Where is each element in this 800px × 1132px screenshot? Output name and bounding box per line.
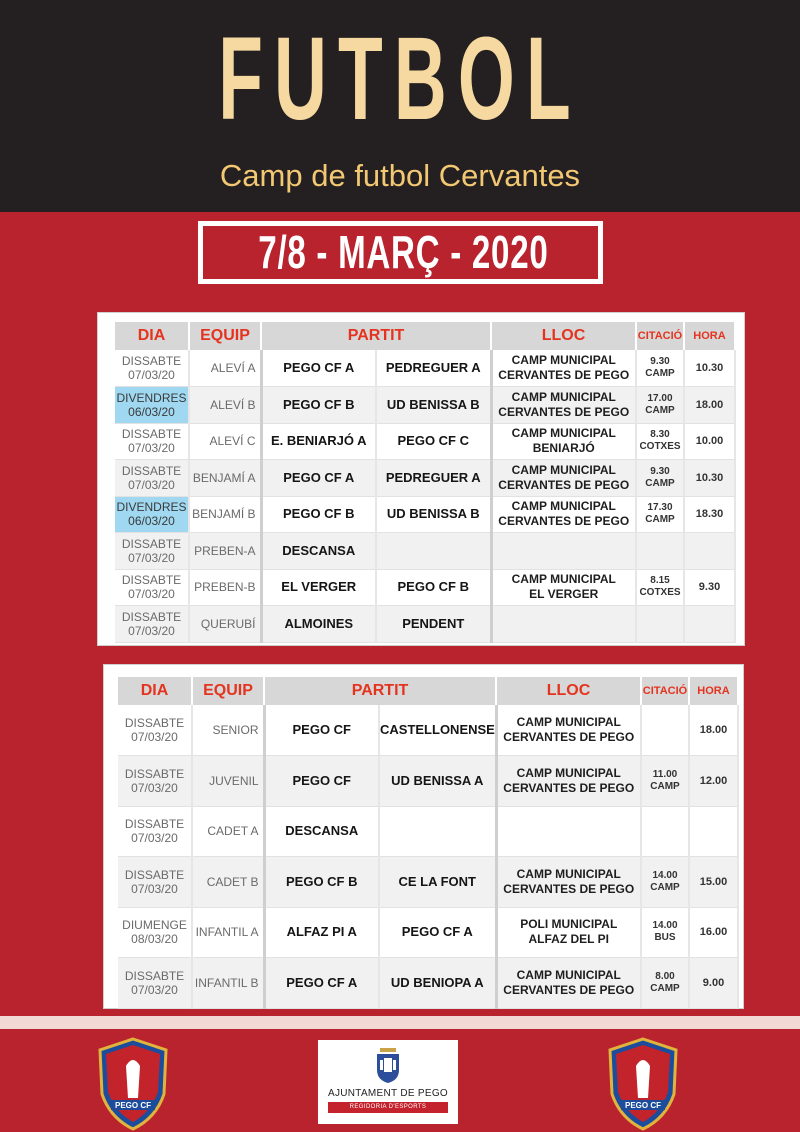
cell-equip: ALEVÍ C: [189, 423, 261, 460]
lloc-line-2: BENIARJÓ: [532, 441, 595, 456]
date-box: [198, 221, 603, 284]
cell-local-team: PEGO CF B: [261, 496, 376, 533]
lloc-line-2: EL VERGER: [529, 587, 599, 602]
cell-citacio: [636, 496, 684, 533]
cell-equip: INFANTIL A: [192, 907, 264, 958]
cell-visitor-team: PENDENT: [376, 606, 491, 643]
dia-date: 07/03/20: [131, 982, 178, 997]
cell-dia: [118, 806, 192, 857]
schedule-table-2: [118, 677, 739, 1009]
dia-date: 07/03/20: [131, 831, 178, 846]
cell-citacio: [636, 569, 684, 606]
cell-citacio: [636, 387, 684, 424]
cell-citacio: [641, 756, 689, 807]
table-row: [118, 806, 738, 857]
citacio-place: CAMP: [645, 404, 675, 416]
cell-visitor-team: [379, 806, 496, 857]
cell-lloc: [496, 958, 641, 1009]
cell-hora: 9.30: [684, 569, 735, 606]
cell-equip: BENJAMÍ B: [189, 496, 261, 533]
cell-hora: 10.30: [684, 350, 735, 387]
citacio-time: 9.30: [650, 465, 670, 477]
cell-lloc: [496, 806, 641, 857]
cell-lloc: [491, 496, 636, 533]
table-row: [115, 387, 735, 424]
lloc-line-2: CERVANTES DE PEGO: [498, 514, 630, 529]
date-label: 7/8 - MARÇ - 2020: [258, 226, 549, 278]
dia-weekday: DISSABTE: [124, 716, 185, 730]
schedule-table-1: [115, 322, 736, 643]
cell-visitor-team: [376, 533, 491, 570]
lloc-line-1: CAMP MUNICIPAL: [511, 353, 616, 367]
cell-equip: CADET B: [192, 857, 264, 908]
cell-hora: 15.00: [689, 857, 738, 908]
cell-dia: [118, 958, 192, 1009]
cell-local-team: PEGO CF: [264, 705, 379, 756]
dia-weekday: DISSABTE: [121, 536, 182, 551]
lloc-line-2: CERVANTES DE PEGO: [498, 368, 630, 382]
dia-date: 07/03/20: [128, 368, 175, 382]
crest-text-left: PEGO CF: [114, 1101, 152, 1110]
cell-visitor-team: UD BENIOPA A: [379, 958, 496, 1009]
cell-dia: [118, 756, 192, 807]
dia-weekday: DIVENDRES: [116, 390, 187, 405]
cell-lloc: [496, 756, 641, 807]
cell-dia: [118, 857, 192, 908]
lloc-line-1: CAMP MUNICIPAL: [516, 866, 621, 881]
lloc-line-2: CERVANTES DE PEGO: [498, 404, 630, 419]
citacio-time: 8.00: [655, 970, 675, 982]
dia-weekday: DISSABTE: [121, 463, 182, 478]
table-row: [115, 606, 735, 643]
col-hora: HORA: [689, 677, 738, 705]
cell-local-team: DESCANSA: [261, 533, 376, 570]
col-lloc: LLOC: [491, 322, 636, 350]
cell-equip: ALEVÍ A: [189, 350, 261, 387]
cell-lloc: [491, 533, 636, 570]
citacio-place: BUS: [654, 932, 676, 944]
cell-equip: PREBEN-B: [189, 569, 261, 606]
cell-dia: [115, 350, 189, 387]
citacio-time: 8.15: [650, 575, 670, 587]
cell-visitor-team: CE LA FONT: [379, 857, 496, 908]
col-citacio: CITACIÓ: [641, 677, 689, 705]
cell-hora: 18.30: [684, 496, 735, 533]
cell-local-team: PEGO CF A: [264, 958, 379, 1009]
ayuntamiento-name: AJUNTAMENT DE PEGO: [327, 1088, 449, 1099]
cell-lloc: [496, 705, 641, 756]
cell-hora: [684, 606, 735, 643]
citacio-time: 14.00: [652, 869, 678, 881]
cell-equip: BENJAMÍ A: [189, 460, 261, 497]
table-row: [118, 756, 738, 807]
dia-weekday: DISSABTE: [121, 354, 182, 368]
dia-date: 07/03/20: [128, 477, 175, 492]
citacio-time: 11.00: [652, 768, 678, 780]
cell-hora: [689, 806, 738, 857]
table-row: [118, 857, 738, 908]
cell-citacio: [641, 806, 689, 857]
cell-visitor-team: PEGO CF C: [376, 423, 491, 460]
schedule-card-1: [97, 312, 745, 646]
dia-date: 07/03/20: [131, 881, 178, 896]
col-lloc: LLOC: [496, 677, 641, 705]
dia-date: 07/03/20: [128, 587, 175, 602]
cell-visitor-team: CASTELLONENSE: [379, 705, 496, 756]
cell-local-team: PEGO CF: [264, 756, 379, 807]
cell-hora: 16.00: [689, 907, 738, 958]
lloc-line-1: CAMP MUNICIPAL: [511, 462, 616, 477]
cell-equip: SENIOR: [192, 705, 264, 756]
citacio-place: CAMP: [645, 514, 675, 526]
cell-dia: [115, 387, 189, 424]
col-citacio: CITACIÓ: [636, 322, 684, 350]
cell-hora: 10.30: [684, 460, 735, 497]
cell-dia: [115, 496, 189, 533]
dia-date: 06/03/20: [128, 404, 175, 419]
footer-stripe: [0, 1016, 800, 1029]
lloc-line-1: CAMP MUNICIPAL: [511, 426, 616, 441]
cell-lloc: [491, 423, 636, 460]
cell-citacio: [641, 958, 689, 1009]
dia-date: 08/03/20: [131, 932, 178, 947]
cell-equip: INFANTIL B: [192, 958, 264, 1009]
cell-visitor-team: UD BENISSA A: [379, 756, 496, 807]
cell-dia: [115, 423, 189, 460]
page-title: FUTBOL: [218, 13, 582, 145]
cell-hora: 18.00: [684, 387, 735, 424]
dia-weekday: DISSABTE: [121, 427, 182, 442]
cell-local-team: PEGO CF A: [261, 350, 376, 387]
lloc-line-2: CERVANTES DE PEGO: [503, 982, 635, 997]
cell-lloc: [491, 569, 636, 606]
cell-local-team: ALFAZ PI A: [264, 907, 379, 958]
dia-weekday: DIUMENGE: [122, 918, 187, 933]
cell-visitor-team: PEDREGUER A: [376, 460, 491, 497]
crest-text-right: PEGO CF: [624, 1101, 662, 1110]
citacio-time: 8.30: [650, 429, 670, 441]
cell-citacio: [636, 606, 684, 643]
cell-local-team: E. BENIARJÓ A: [261, 423, 376, 460]
citacio-time: 17.00: [647, 392, 673, 404]
citacio-place: CAMP: [650, 881, 680, 893]
cell-equip: PREBEN-A: [189, 533, 261, 570]
dia-date: 07/03/20: [131, 780, 178, 795]
table-row: [115, 423, 735, 460]
club-crest-icon: [606, 1036, 680, 1132]
cell-visitor-team: PEGO CF A: [379, 907, 496, 958]
citacio-time: 9.30: [650, 356, 670, 367]
page-subtitle: Camp de futbol Cervantes: [219, 158, 581, 193]
lloc-line-1: CAMP MUNICIPAL: [511, 389, 616, 404]
cell-hora: 12.00: [689, 756, 738, 807]
cell-visitor-team: UD BENISSA B: [376, 387, 491, 424]
lloc-line-2: CERVANTES DE PEGO: [503, 780, 635, 795]
lloc-line-2: ALFAZ DEL PI: [528, 932, 609, 947]
dia-weekday: DISSABTE: [121, 609, 182, 624]
dia-weekday: DISSABTE: [124, 766, 185, 781]
table-row: [115, 533, 735, 570]
citacio-place: CAMP: [645, 368, 675, 379]
citacio-place: CAMP: [645, 477, 675, 489]
cell-visitor-team: PEDREGUER A: [376, 350, 491, 387]
cell-hora: 9.00: [689, 958, 738, 1009]
dia-date: 07/03/20: [131, 730, 178, 744]
cell-citacio: [641, 705, 689, 756]
citacio-place: CAMP: [650, 982, 680, 994]
table-row: [118, 958, 738, 1009]
cell-local-team: PEGO CF B: [264, 857, 379, 908]
lloc-line-1: CAMP MUNICIPAL: [516, 967, 621, 982]
col-dia: DIA: [118, 677, 192, 705]
dia-date: 07/03/20: [128, 623, 175, 638]
cell-citacio: [641, 907, 689, 958]
col-hora: HORA: [684, 322, 735, 350]
dia-weekday: DISSABTE: [121, 573, 182, 588]
lloc-line-2: CERVANTES DE PEGO: [503, 881, 635, 896]
citacio-place: COTXES: [639, 587, 681, 599]
ayuntamiento-dept: REGIDORIA D'ESPORTS: [328, 1102, 448, 1113]
cell-equip: ALEVÍ B: [189, 387, 261, 424]
lloc-line-1: CAMP MUNICIPAL: [511, 499, 616, 514]
schedule-card-2: [103, 664, 744, 1009]
cell-visitor-team: PEGO CF B: [376, 569, 491, 606]
citacio-place: COTXES: [639, 441, 681, 453]
ayuntamiento-logo: [318, 1040, 458, 1124]
col-partit: PARTIT: [264, 677, 496, 705]
cell-visitor-team: UD BENISSA B: [376, 496, 491, 533]
cell-hora: 10.00: [684, 423, 735, 460]
cell-citacio: [636, 350, 684, 387]
cell-local-team: EL VERGER: [261, 569, 376, 606]
table-row: [115, 350, 735, 387]
dia-weekday: DISSABTE: [124, 867, 185, 882]
table-row: [115, 460, 735, 497]
lloc-line-1: POLI MUNICIPAL: [520, 917, 618, 932]
club-crest-icon: [96, 1036, 170, 1132]
cell-dia: [118, 907, 192, 958]
col-dia: DIA: [115, 322, 189, 350]
cell-hora: 18.00: [689, 705, 738, 756]
col-equip: EQUIP: [192, 677, 264, 705]
dia-weekday: DISSABTE: [124, 817, 185, 832]
cell-lloc: [496, 907, 641, 958]
table-row: [118, 705, 738, 756]
dia-date: 07/03/20: [128, 550, 175, 565]
cell-lloc: [491, 387, 636, 424]
dia-date: 07/03/20: [128, 441, 175, 456]
coat-of-arms-icon: [374, 1046, 402, 1084]
cell-lloc: [491, 460, 636, 497]
lloc-line-1: CAMP MUNICIPAL: [516, 715, 621, 729]
col-partit: PARTIT: [261, 322, 491, 350]
cell-equip: QUERUBÍ: [189, 606, 261, 643]
table-row: [115, 496, 735, 533]
cell-equip: JUVENIL: [192, 756, 264, 807]
cell-lloc: [491, 606, 636, 643]
cell-dia: [115, 533, 189, 570]
cell-dia: [115, 460, 189, 497]
cell-local-team: DESCANSA: [264, 806, 379, 857]
lloc-line-1: CAMP MUNICIPAL: [516, 765, 621, 780]
dia-weekday: DIVENDRES: [116, 500, 187, 515]
cell-local-team: PEGO CF B: [261, 387, 376, 424]
cell-hora: [684, 533, 735, 570]
citacio-place: CAMP: [650, 780, 680, 792]
cell-equip: CADET A: [192, 806, 264, 857]
cell-lloc: [496, 857, 641, 908]
lloc-line-2: CERVANTES DE PEGO: [503, 730, 635, 744]
col-equip: EQUIP: [189, 322, 261, 350]
cell-local-team: PEGO CF A: [261, 460, 376, 497]
cell-citacio: [636, 423, 684, 460]
cell-citacio: [641, 857, 689, 908]
cell-citacio: [636, 460, 684, 497]
cell-dia: [118, 705, 192, 756]
cell-dia: [115, 569, 189, 606]
citacio-time: 17.30: [647, 502, 673, 514]
table-row: [118, 907, 738, 958]
lloc-line-2: CERVANTES DE PEGO: [498, 477, 630, 492]
citacio-time: 14.00: [652, 920, 678, 932]
lloc-line-1: CAMP MUNICIPAL: [511, 572, 616, 587]
cell-citacio: [636, 533, 684, 570]
cell-lloc: [491, 350, 636, 387]
cell-dia: [115, 606, 189, 643]
table-row: [115, 569, 735, 606]
cell-local-team: ALMOINES: [261, 606, 376, 643]
dia-weekday: DISSABTE: [124, 968, 185, 983]
dia-date: 06/03/20: [128, 514, 175, 529]
